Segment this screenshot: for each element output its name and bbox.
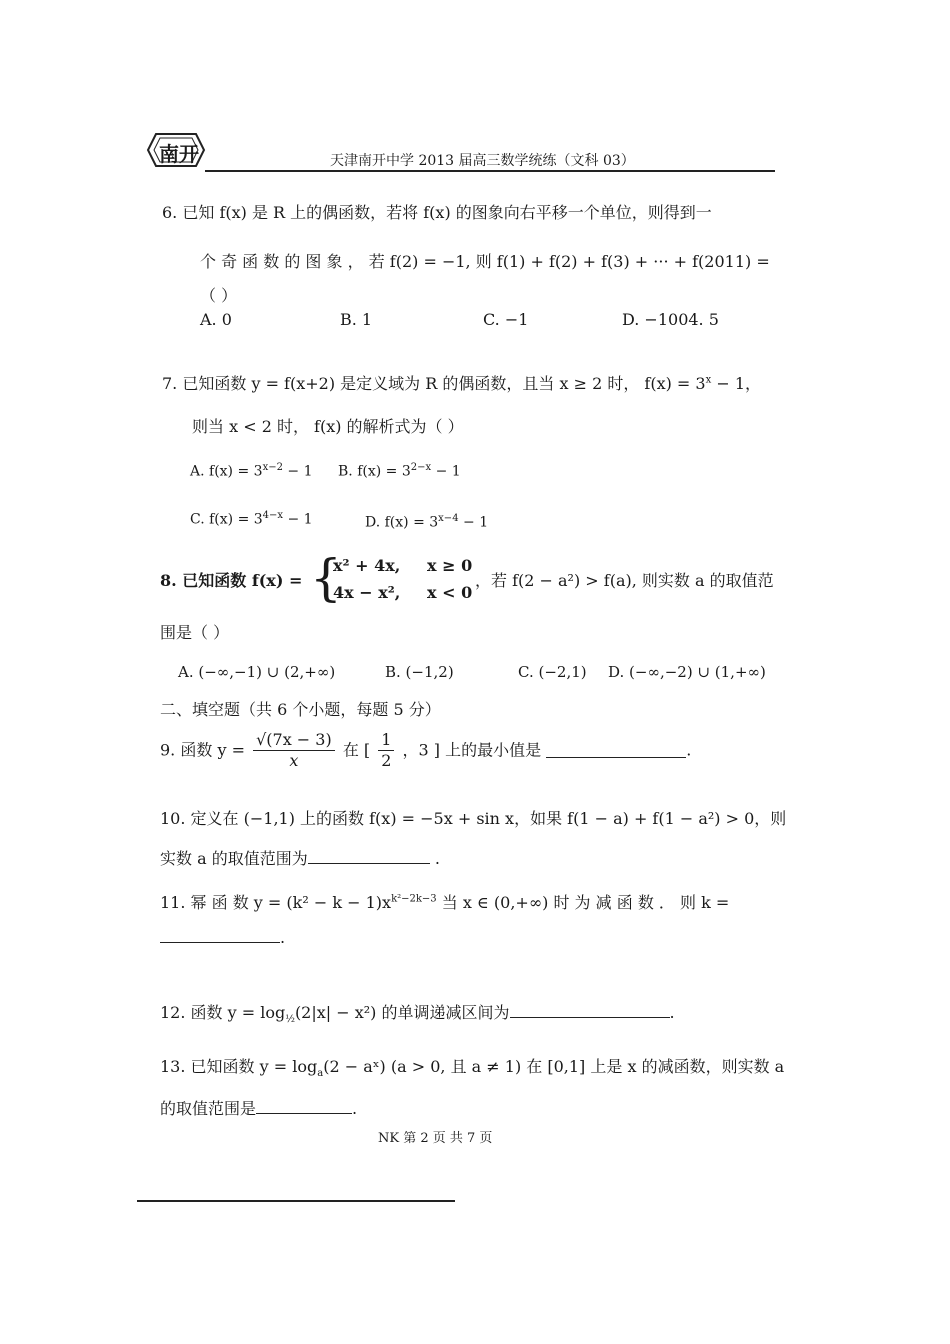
q7-line1-exponent: x [705,374,712,386]
q9-interval-denominator: 2 [381,751,392,770]
q10-line1: 10. 定义在 (−1,1) 上的函数 f(x) = −5x + sin x，如果 f(1 − a) + f(1 − a²) > 0，则 [160,809,787,828]
header-title: 天津南开中学 2013 届高三数学统练（文科 03） [330,153,635,169]
q12-log-base: ½ [285,1014,295,1026]
school-logo [146,130,206,170]
q7-option-b-text: B. f(x) = 3 [338,463,411,480]
q6-option-a: A. 0 [200,310,232,329]
q9-suffix: ，3 ] 上的最小值是 [402,740,542,760]
q8-option-a: A. (−∞,−1) ∪ (2,+∞) [178,663,336,681]
q11-line1-text: 11. 幂 函 数 y = (k² − k − 1)x [160,893,392,912]
q10-line2-text: 实数 a 的取值范围为 [160,849,308,868]
q9-fraction-denominator: x [289,751,299,770]
q7-option-a-exponent: x−2 [262,462,283,473]
q8-case1-expr: x² + 4x, [333,556,401,575]
q9-fraction-numerator: √(7x − 3) [253,730,335,751]
q12-answer-blank[interactable] [510,1003,670,1018]
q7-option-a-tail: − 1 [282,463,313,480]
q7-option-c-exponent: 4−x [262,510,284,521]
q10-end: . [434,849,440,868]
logo-text: 南开 [159,142,199,166]
q7-option-c-tail: − 1 [283,511,313,528]
q13-end: . [352,1099,358,1118]
q8-option-b: B. (−1,2) [385,663,454,681]
q8-suffix: ，若 f(2 − a²) > f(a), 则实数 a 的取值范 [475,571,774,590]
header-rule [205,170,775,172]
q7-option-b [338,462,461,480]
q10-answer-blank[interactable] [308,849,430,864]
page-footer: NK 第 2 页 共 7 页 [378,1131,493,1146]
q10-line2 [160,846,440,869]
q13-answer-blank[interactable] [256,1099,352,1114]
q8-case1-cond: x ≥ 0 [427,556,473,575]
q7-option-a-text: A. f(x) = 3 [190,463,263,480]
q11-answer-blank[interactable] [160,928,280,943]
q7-line1-tail: − 1， [711,374,762,393]
q13-line2 [160,1096,357,1119]
q7-option-c [190,510,313,528]
q13-line1 [160,1054,784,1079]
q7-line1-text: 7. 已知函数 y = f(x+2) 是定义域为 R 的偶函数，且当 x ≥ 2 时， f(x) = 3 [162,374,706,393]
q9-end: . [686,740,692,760]
section-heading-fill-in: 二、填空题（共 6 个小题，每题 5 分） [160,700,441,719]
q6-answer-paren: （ ） [200,286,238,305]
q7-option-c-text: C. f(x) = 3 [190,511,263,528]
q8-brace: { [310,549,342,607]
q6-line1: 6. 已知 f(x) 是 R 上的偶函数，若将 f(x) 的图象向右平移一个单位，则得到一 [162,203,712,222]
q8-line2: 围是（ ） [160,623,230,642]
footer-rule [137,1200,455,1202]
q12-expr: (2|x| − x²) 的单调递减区间为 [294,1003,510,1022]
q8-case2-cond: x < 0 [427,583,473,602]
q12-prefix: 12. 函数 y = log [160,1003,286,1022]
q8-option-d: D. (−∞,−2) ∪ (1,+∞) [608,663,766,681]
q9-prefix: 9. 函数 y = [160,740,245,760]
q6-option-b: B. 1 [340,310,373,329]
q9-mid: 在 [ [342,740,371,760]
q11-line1-exponent: k²−2k−3 [391,893,437,905]
q8-case2-expr: 4x − x², [333,583,401,602]
q12-end: . [669,1003,675,1022]
q6-line2: 个 奇 函 数 的 图 象 ， 若 f(2) = −1, 则 f(1) + f(2) + f(3) + ··· + f(2011) = [200,252,770,271]
q11-end: . [280,928,286,947]
q11-line1 [160,890,729,913]
q13-line1-text: 13. 已知函数 y = log [160,1057,318,1076]
q9-interval-fraction [378,730,394,771]
q12-line [160,1000,675,1025]
q13-log-base: a [317,1068,324,1080]
q7-line2: 则当 x < 2 时， f(x) 的解析式为（ ） [192,417,464,436]
q9-fraction [253,730,335,771]
q11-line2 [160,928,285,947]
q9-answer-blank[interactable] [546,743,686,758]
q6-option-d: D. −1004. 5 [622,310,719,329]
q7-line1 [162,371,761,394]
q13-line1-tail: (2 − aˣ) (a > 0, 且 a ≠ 1) 在 [0,1] 上是 x 的减函数，则实数 a [323,1057,785,1076]
q7-option-d-tail: − 1 [458,514,489,531]
q7-option-d-exponent: x−4 [438,513,459,524]
q8-option-c: C. (−2,1) [518,663,587,681]
q9-interval-numerator: 1 [378,730,394,751]
q11-line1-tail: 当 x ∈ (0,+∞) 时 为 减 函 数 ． 则 k = [436,893,730,912]
q7-option-d [365,513,488,531]
q6-option-c: C. −1 [483,310,529,329]
q8-prefix: 8. 已知函数 f(x) = [160,571,303,590]
q13-line2-text: 的取值范围是 [160,1099,257,1118]
q7-option-b-tail: − 1 [431,463,461,480]
q7-option-a [190,462,313,480]
q7-option-d-text: D. f(x) = 3 [365,514,439,531]
q7-option-b-exponent: 2−x [410,462,432,473]
q9-line [160,730,691,771]
